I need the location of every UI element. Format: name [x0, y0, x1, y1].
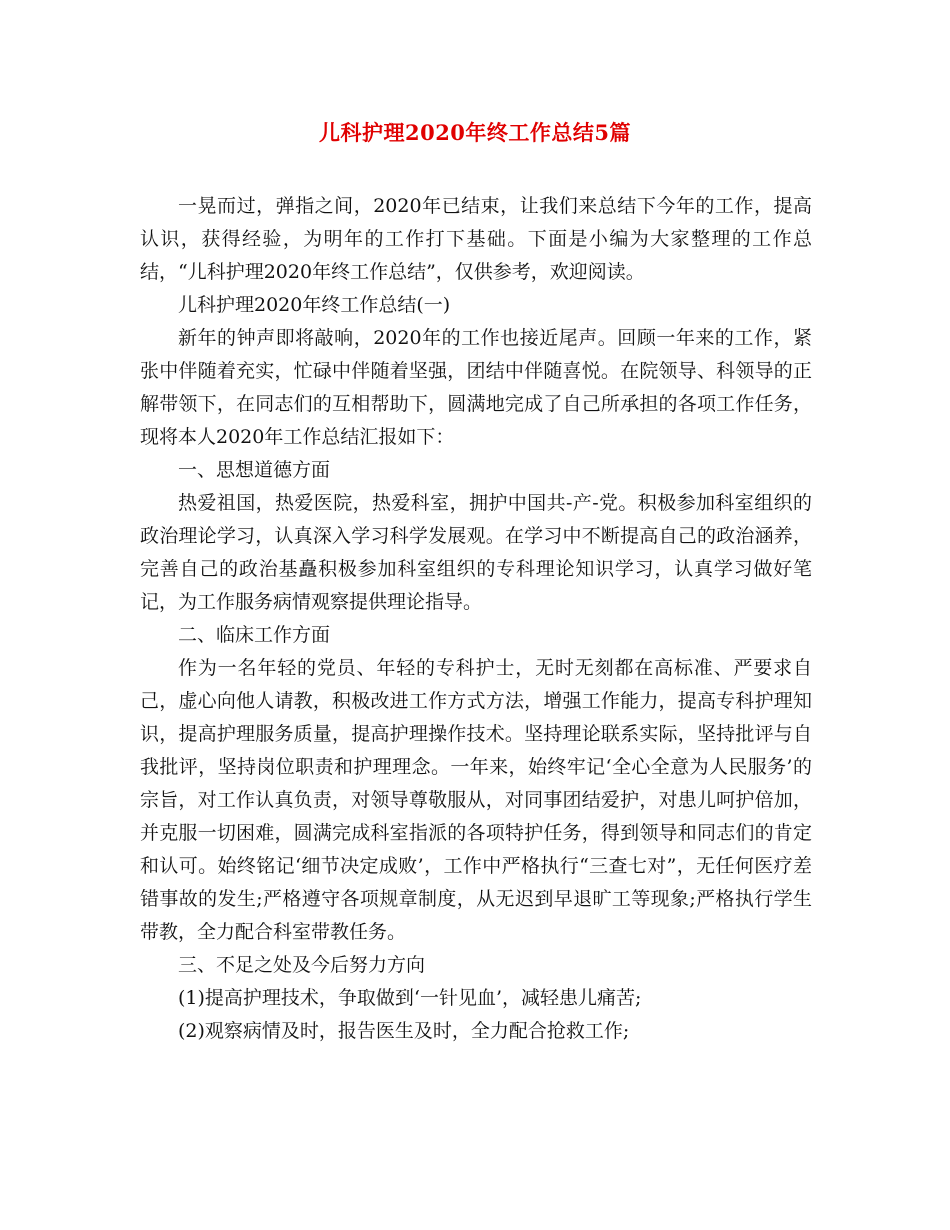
- paragraph-clinical: 作为一名年轻的党员、年轻的专科护士，无时无刻都在高标准、严要求自己，虚心向他人请教，积极改进工作方式方法，增强工作能力，提高专科护理知识，提高护理服务质量，提高护理操作技术。坚持理论联系实际，坚持批评与自我批评，坚持岗位职责和护理理念。一年来，始终牢记‘全心全意为人民服务’的宗旨，对工作认真负责，对领导尊敬服从，对同事团结爱护，对患儿呵护倍加，并克服一切困难，圆满完成科室指派的各项特护任务，得到领导和同志们的肯定和认可。始终铭记‘细节决定成败’，工作中严格执行“三查七对”，无任何医疗差错事故的发生;严格遵守各项规章制度，从无迟到早退旷工等现象;严格执行学生带教，全力配合科室带教任务。: [140, 657, 812, 943]
- paragraph-ideology: 热爱祖国，热爱医院，热爱科室，拥护中国共-产-党。积极参加科室组织的政治理论学习，认真深入学习科学发展观。在学习中不断提高自己的政治涵养，完善自己的政治基矗积极参加科室组织的专科理论知识学习，认真学习做好笔记，为工作服务病情观察提供理论指导。: [140, 492, 812, 613]
- document-body: [140, 190, 812, 1048]
- list-item-improvement-1: (1)提高护理技术，争取做到‘一针见血’，减轻患儿痛苦;: [178, 987, 642, 1009]
- section-heading-clinical: 二、临床工作方面: [178, 624, 331, 646]
- section-heading-summary-one: 儿科护理2020年终工作总结(一): [178, 294, 451, 316]
- section-heading-ideology: 一、思想道德方面: [178, 459, 331, 481]
- section-heading-improvement: 三、不足之处及今后努力方向: [178, 954, 426, 976]
- paragraph-opening: 新年的钟声即将敲响，2020年的工作也接近尾声。回顾一年来的工作，紧张中伴随着充实，忙碌中伴随着坚强，团结中伴随喜悦。在院领导、科领导的正解带领下，在同志们的互相帮助下，圆满地完成了自己所承担的各项工作任务，现将本人2020年工作总结汇报如下：: [140, 327, 812, 448]
- paragraph-intro: 一晃而过，弹指之间，2020年已结束，让我们来总结下今年的工作，提高认识，获得经验，为明年的工作打下基础。下面是小编为大家整理的工作总结，“儿科护理2020年终工作总结”，仅供参考，欢迎阅读。: [140, 195, 812, 283]
- list-item-improvement-2: (2)观察病情及时，报告医生及时，全力配合抢救工作;: [178, 1020, 630, 1042]
- document-title: 儿科护理2020年终工作总结5篇: [318, 120, 632, 145]
